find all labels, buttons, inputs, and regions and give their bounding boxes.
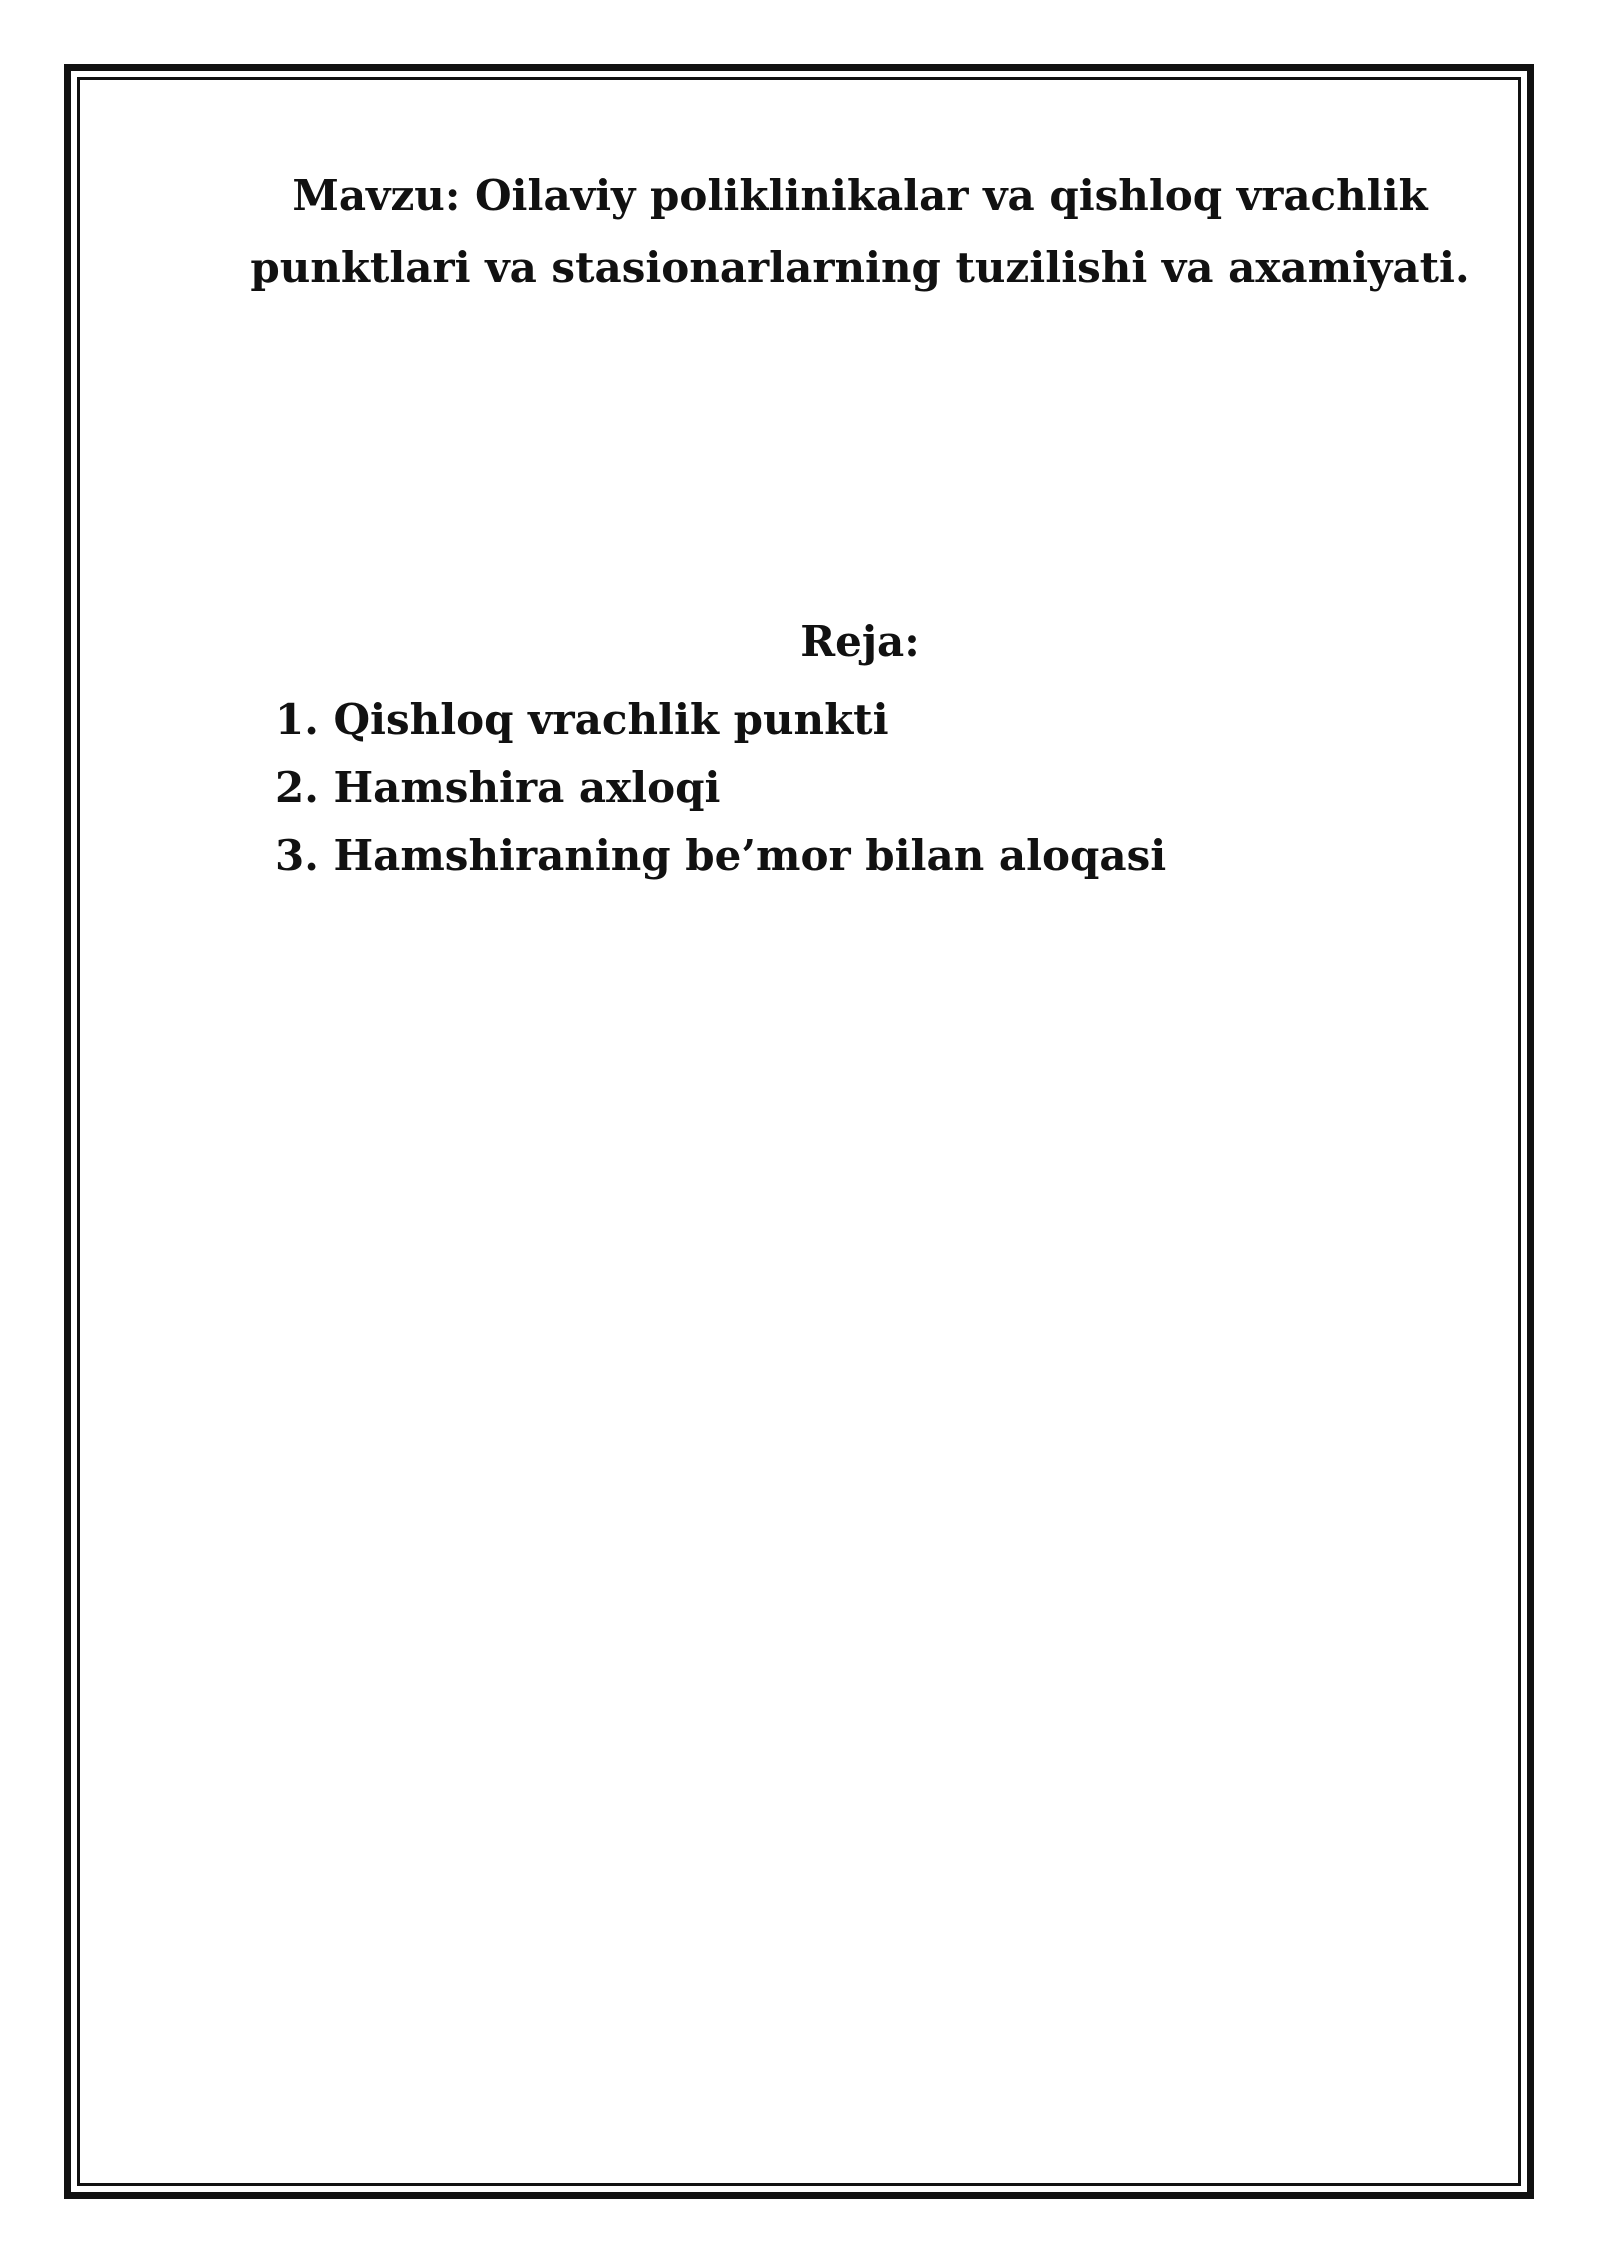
topic-title-line-1: Mavzu: Oilaviy poliklinikalar va qishloq vrachlik <box>292 171 1428 220</box>
topic-title-line-2: punktlari va stasionarlarning tuzilishi va axamiyati. <box>250 243 1470 292</box>
plan-item-1: 1. Qishloq vrachlik punkti <box>275 695 889 744</box>
plan-list <box>275 686 1166 890</box>
topic-title <box>160 160 1560 304</box>
page-border-inner <box>77 77 1521 2186</box>
plan-heading: Reja: <box>800 617 920 666</box>
plan-item-3: 3. Hamshiraning be’mor bilan aloqasi <box>275 831 1167 880</box>
plan-item-2: 2. Hamshira axloqi <box>275 763 721 812</box>
